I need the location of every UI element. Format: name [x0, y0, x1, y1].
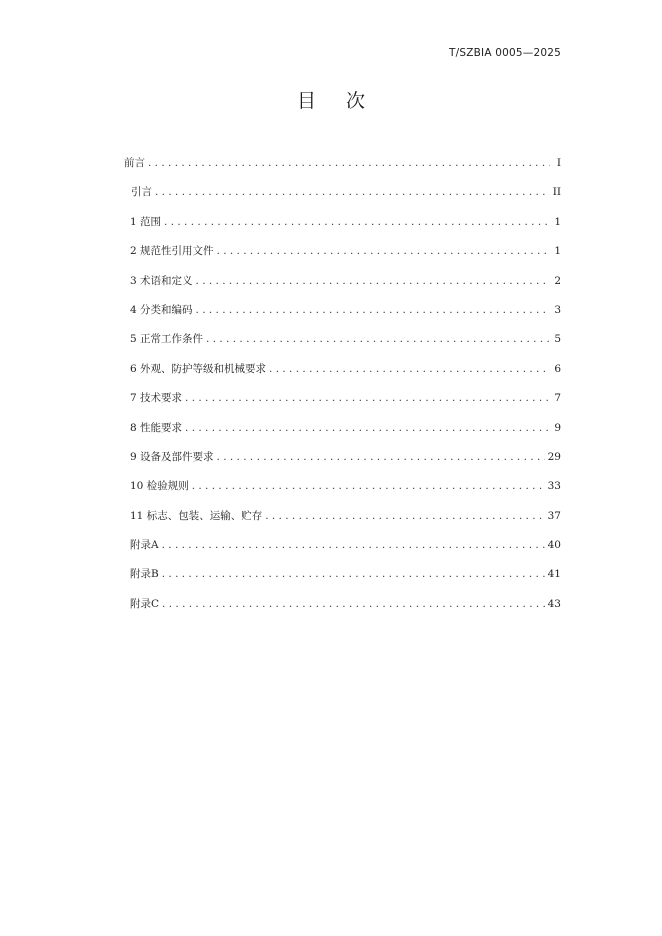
toc-entry-inspection-rules[interactable]: [124, 479, 561, 508]
toc-leader-dots: [217, 450, 545, 464]
toc-entry-equipment-components[interactable]: [124, 450, 561, 479]
toc-entry-appendix-b[interactable]: [124, 567, 561, 596]
toc-entry-marking-packaging[interactable]: [124, 509, 561, 538]
toc-entry-label: 8 性能要求: [130, 421, 183, 434]
toc-leader-dots: [155, 185, 550, 199]
toc-entry-page: 6: [554, 362, 561, 375]
toc-entry-page: 37: [547, 509, 561, 522]
toc-entry-page: 43: [547, 597, 561, 610]
toc-entry-label: 7 技术要求: [130, 392, 183, 405]
toc-entry-label: 9 设备及部件要求: [130, 450, 214, 463]
toc-entry-label: 10 检验规则: [130, 480, 189, 493]
table-of-contents: [124, 156, 561, 626]
toc-entry-appearance-protection[interactable]: [124, 362, 561, 391]
toc-entry-appendix-a[interactable]: [124, 538, 561, 567]
toc-leader-dots: [269, 362, 550, 376]
toc-entry-working-conditions[interactable]: [124, 332, 561, 361]
toc-leader-dots: [206, 332, 550, 346]
toc-entry-page: 41: [547, 568, 561, 581]
toc-entry-label: 附录C: [130, 597, 160, 610]
toc-leader-dots: [196, 274, 550, 288]
toc-entry-label: 11 标志、包装、运输、贮存: [130, 509, 263, 522]
toc-entry-normative-references[interactable]: [124, 244, 561, 273]
toc-leader-dots: [185, 421, 550, 435]
toc-entry-page: 40: [547, 539, 561, 552]
toc-entry-label: 4 分类和编码: [130, 303, 193, 316]
toc-entry-page: 5: [554, 333, 561, 346]
toc-entry-scope[interactable]: [124, 215, 561, 244]
toc-entry-label: 5 正常工作条件: [130, 333, 204, 346]
toc-leader-dots: [164, 215, 550, 229]
toc-entry-page: 2: [554, 274, 561, 287]
toc-leader-dots: [196, 303, 550, 317]
document-number: T/SZBIA 0005—2025: [449, 47, 561, 59]
toc-leader-dots: [148, 156, 550, 170]
toc-entry-label: 3 术语和定义: [130, 274, 193, 287]
toc-entry-page: 9: [554, 421, 561, 434]
toc-entry-classification-coding[interactable]: [124, 303, 561, 332]
toc-leader-dots: [162, 538, 545, 552]
toc-entry-foreword[interactable]: [124, 156, 561, 185]
toc-entry-page: 33: [547, 480, 561, 493]
toc-entry-label: 引言: [131, 186, 152, 199]
toc-entry-page: 29: [547, 450, 561, 463]
toc-leader-dots: [162, 567, 545, 581]
toc-entry-label: 2 规范性引用文件: [130, 245, 214, 258]
toc-entry-introduction[interactable]: [124, 185, 561, 214]
toc-leader-dots: [217, 244, 550, 258]
toc-entry-page: I: [556, 157, 561, 169]
toc-entry-label: 附录B: [130, 568, 159, 581]
toc-entry-terms-definitions[interactable]: [124, 274, 561, 303]
toc-leader-dots: [265, 509, 544, 523]
toc-entry-label: 附录A: [130, 539, 159, 552]
toc-title: 目 次: [296, 90, 378, 112]
toc-entry-page: 1: [554, 215, 561, 228]
toc-entry-label: 6 外观、防护等级和机械要求: [130, 362, 267, 375]
toc-leader-dots: [192, 479, 545, 493]
toc-leader-dots: [162, 597, 545, 611]
toc-leader-dots: [185, 391, 550, 405]
toc-entry-label: 前言: [124, 157, 145, 169]
toc-entry-page: 1: [554, 245, 561, 258]
toc-entry-performance-requirements[interactable]: [124, 421, 561, 450]
toc-entry-appendix-c[interactable]: [124, 597, 561, 626]
toc-entry-page: II: [552, 186, 561, 199]
toc-entry-page: 3: [554, 303, 561, 316]
toc-entry-page: 7: [554, 392, 561, 405]
toc-entry-technical-requirements[interactable]: [124, 391, 561, 420]
toc-entry-label: 1 范围: [130, 215, 162, 228]
